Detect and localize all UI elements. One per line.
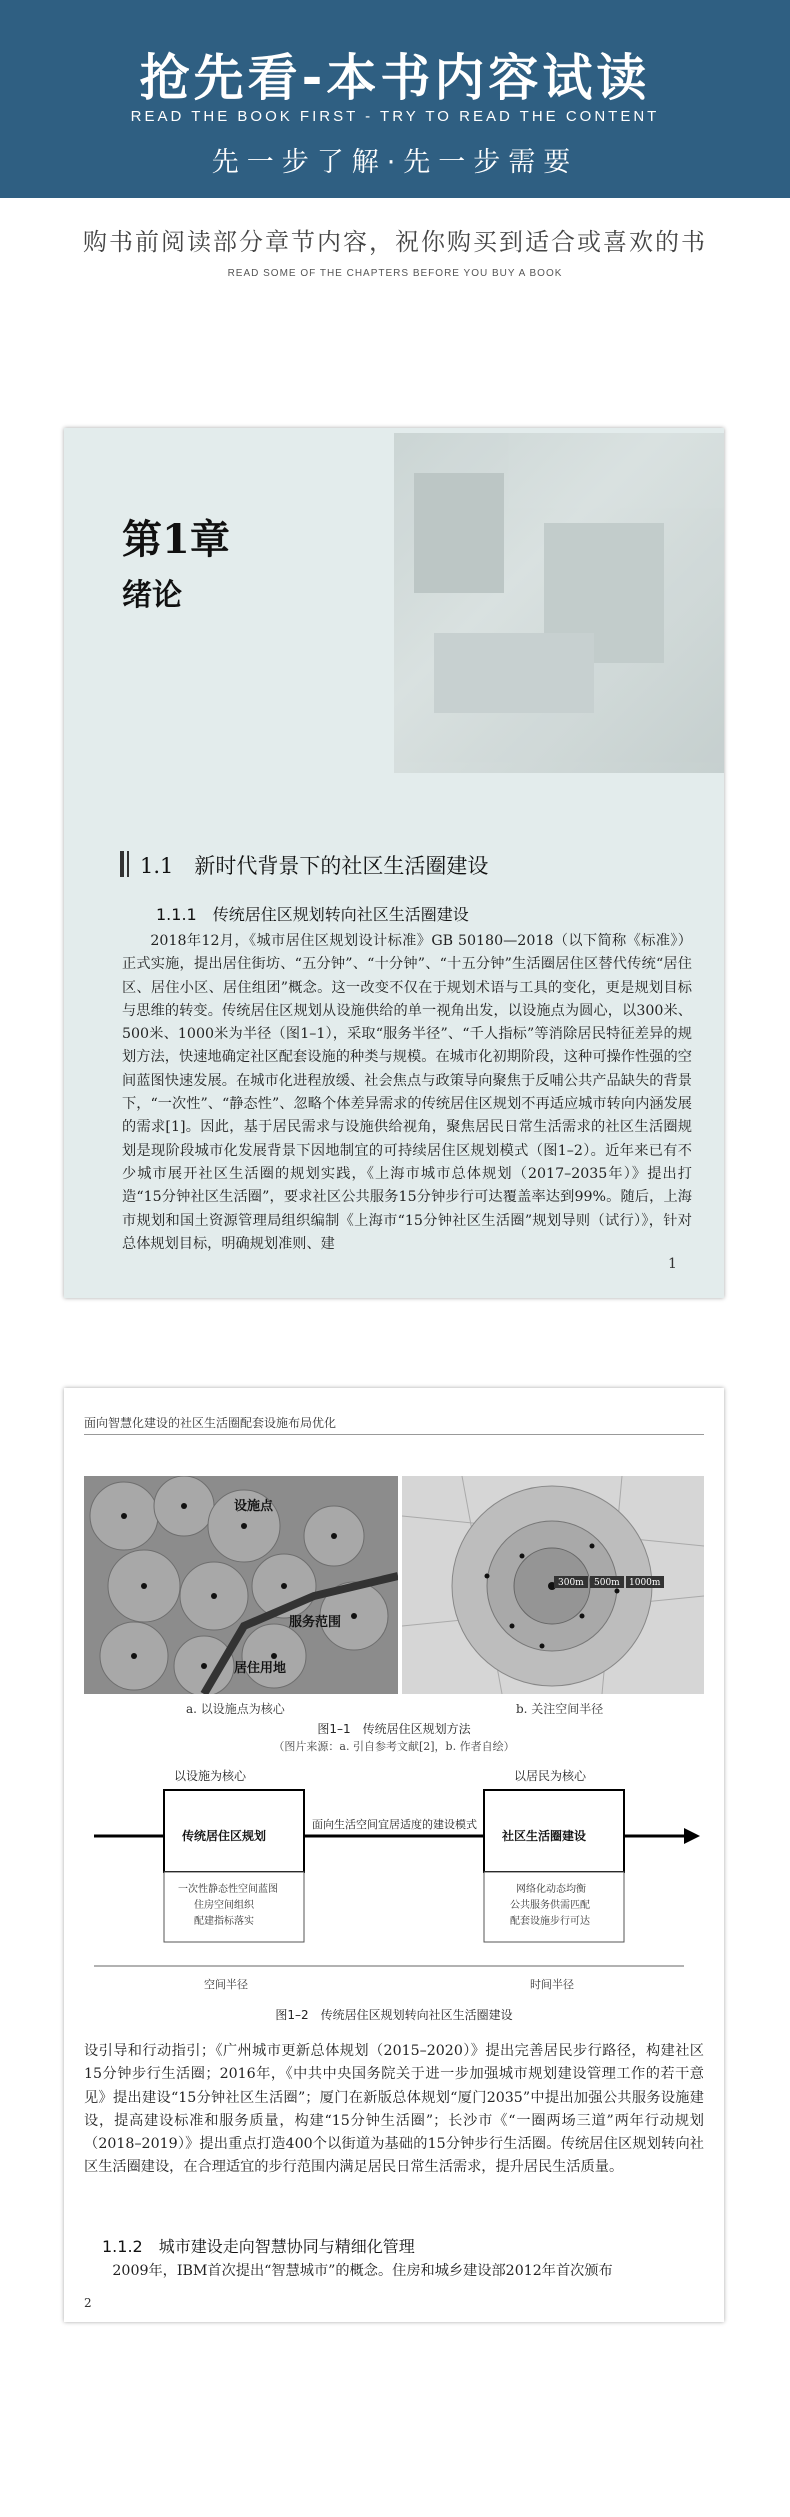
figure-1-title: 图1–1 传统居住区规划方法 — [317, 1722, 471, 1736]
figure-2-title: 图1–2 传统居住区规划转向社区生活圈建设 — [275, 2008, 513, 2022]
flow-diagram — [84, 1766, 704, 1996]
banner-subtitle: READ THE BOOK FIRST - TRY TO READ THE CONTENT — [130, 108, 660, 125]
flow-top-left: 以设施为核心 — [174, 1769, 247, 1783]
body-text: 2018年12月，《城市居住区规划设计标准》GB 50180—2018（以下简称《标准》）正式实施，提出居住街坊、“五分钟”、“十分钟”、“十五分钟”生活圈居住区替代传统“居住区、居住小区、居住组团”概念。这一改变不仅在于规划术语与工具的变化，更是规划目标与思维的转变。传统居住区规划从设施供给的单一视角出发，以设施点为圆心，以300米、500米、1000米为半径（图1–1），采取“服务半径”、“千人指标”等消除居民特征差异的规划方法，快速地确定社区配套设施的种类与规模。在城市化初期阶段，这种可操作性强的空间蓝图快速发展。在城市化进程放缓、社会焦点与政策导向聚焦于反哺公共产品缺失的背景下，“一次性”、“静态性”、忽略个体差异需求的传统居住区规划不再适应城市转向内涵发展的需求[1]。因此，基于居民需求与设施供给视角，聚焦居民日常生活需求的社区生活圈规划是现阶段城市化发展背景下因地制宜的可持续居住区规划模式（图1–2）。近年来已有不少城市展开社区生活圈的规划实践，《上海市城市总体规划（2017–2035年）》提出打造“15分钟社区生活圈”，要求社区公共服务15分钟步行可达覆盖率达到99%。随后，上海市规划和国土资源管理局组织编制《上海市“15分钟社区生活圈”规划导则（试行）》，针对总体规划目标，明确规划准则、建 — [122, 933, 692, 1252]
banner-title: 抢先看-本书内容试读 — [139, 49, 651, 107]
flow-bottom-right: 时间半径 — [530, 1978, 574, 1991]
body-text-2: 设引导和行动指引；《广州城市更新总体规划（2015–2020）》提出完善居民步行路径，构建社区15分钟步行生活圈；2016年，《中共中央国务院关于进一步加强城市规划建设管理工作的若干意见》提出建设“15分钟社区生活圈”；厦门在新版总体规划“厦门2035”中提出加强公共服务设施建设，提高建设标准和服务质量，构建“15分钟生活圈”；长沙市《“一圈两场三道”两年行动规划（2018–2019）》提出重点打造400个以街道为基础的15分钟步行生活圈。传统居住区规划转向社区生活圈建设，在合理适宜的步行范围内满足居民日常生活需求，提升居民生活质量。 — [84, 2043, 704, 2176]
banner — [0, 0, 790, 198]
page-number: 1 — [668, 1256, 677, 1272]
caption-b: b. 关注空间半径 — [516, 1702, 604, 1716]
flow-left-box: 传统居住区规划 — [182, 1829, 267, 1843]
flow-right-note: 网络化动态均衡 公共服务供需匹配 配套设施步行可达 — [510, 1884, 590, 1927]
flow-bottom-left: 空间半径 — [204, 1978, 248, 1991]
label-residential: 居住用地 — [234, 1661, 287, 1676]
section-marker — [120, 851, 124, 877]
figure-map-a — [84, 1476, 398, 1694]
chapter-photo — [394, 433, 724, 773]
header-rule — [84, 1434, 704, 1435]
book-page-2 — [64, 1388, 724, 2322]
banner-slogan: 先一步了解·先一步需要 — [211, 147, 579, 178]
running-head: 面向智慧化建设的社区生活圈配套设施布局优化 — [84, 1416, 337, 1430]
caption-a: a. 以设施点为核心 — [186, 1702, 285, 1716]
section-title: 1.1 新时代背景下的社区生活圈建设 — [140, 854, 489, 878]
flow-top-right: 以居民为核心 — [514, 1769, 587, 1783]
intro-text: 购书前阅读部分章节内容，祝你购买到适合或喜欢的书 — [83, 228, 707, 256]
subsection-title: 1.1.1 传统居住区规划转向社区生活圈建设 — [156, 905, 469, 924]
figure-1-source: （图片来源：a. 引自参考文献[2]，b. 作者自绘） — [273, 1740, 515, 1753]
body-text-3: 2009年，IBM首次提出“智慧城市”的概念。住房和城乡建设部2012年首次颁布 — [112, 2263, 613, 2279]
subsection-title-2: 1.1.2 城市建设走向智慧协同与精细化管理 — [102, 2237, 415, 2256]
label-facility: 设施点 — [234, 1499, 274, 1514]
flow-arrow-label: 面向生活空间宜居适度的建设模式 — [312, 1818, 477, 1831]
radius-1000: 1000m — [629, 1578, 661, 1588]
flow-left-note: 一次性静态性空间蓝图 住房空间组织 配建指标落实 — [178, 1884, 278, 1927]
radius-300: 300m — [558, 1578, 584, 1588]
page-number-2: 2 — [84, 2296, 92, 2310]
label-service: 服务范围 — [289, 1615, 342, 1630]
radius-500: 500m — [594, 1578, 620, 1588]
chapter-title: 绪论 — [122, 578, 182, 613]
intro-text-en: READ SOME OF THE CHAPTERS BEFORE YOU BUY A BOOK — [227, 268, 563, 279]
flow-right-box: 社区生活圈建设 — [502, 1829, 587, 1843]
chapter-number: 第1章 — [122, 516, 230, 563]
book-page-1 — [64, 428, 724, 1298]
figure-map-b — [402, 1476, 704, 1694]
